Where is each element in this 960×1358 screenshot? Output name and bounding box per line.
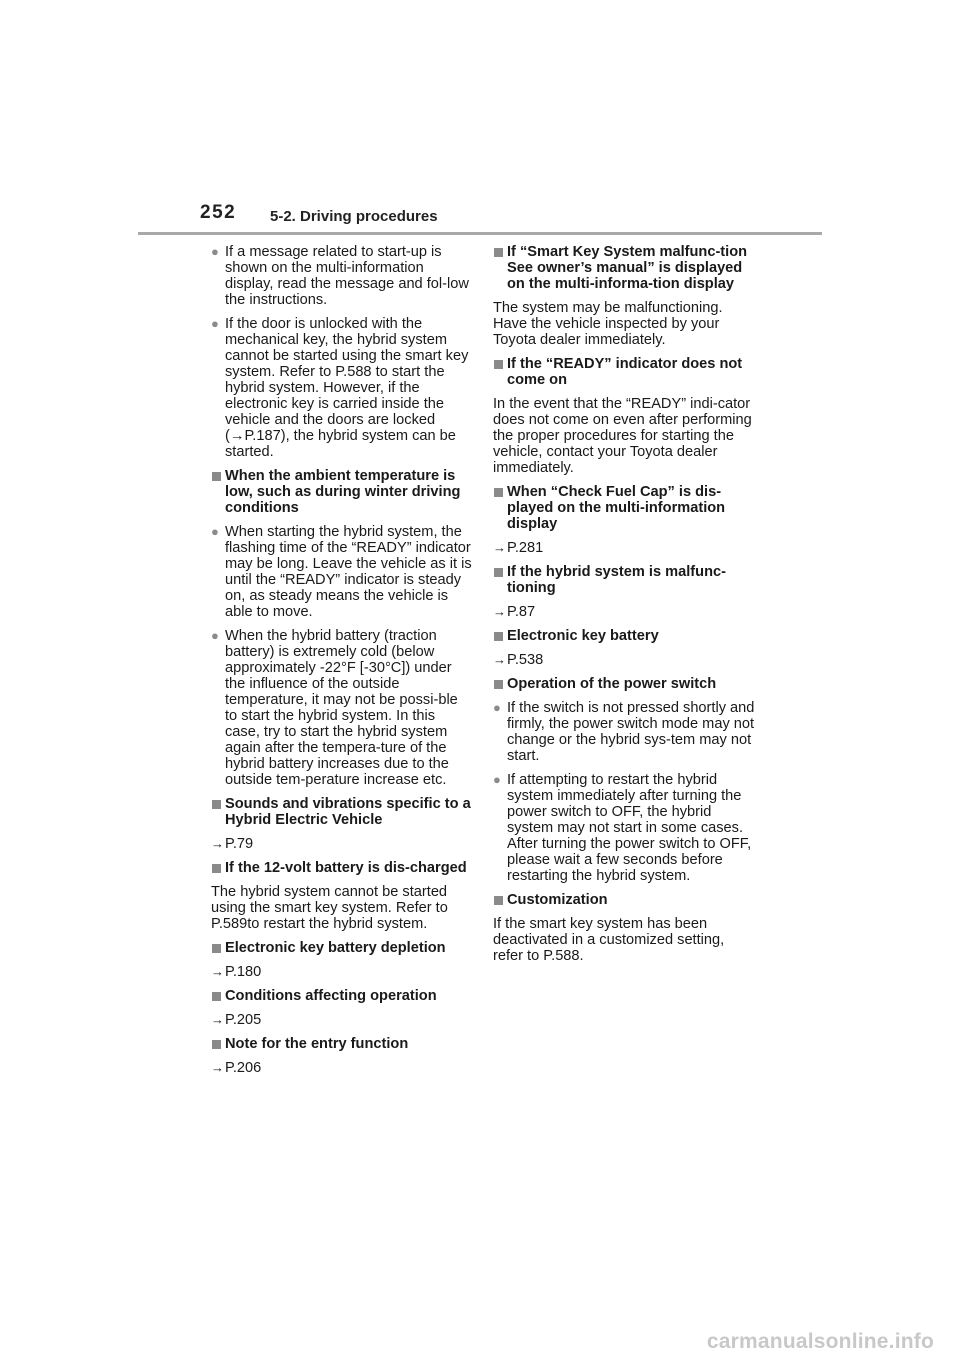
item-text: If the switch is not pressed shortly and firmly, the power switch mode may not change or the hybrid sys-tem may not start.	[507, 700, 755, 764]
item-text: The system may be malfunctioning. Have the vehicle inspected by your Toyota dealer immediately.	[493, 300, 723, 348]
arrow-icon: →	[493, 604, 506, 619]
page-reference	[211, 1012, 473, 1028]
page-number: 252	[200, 202, 237, 223]
subsection-heading	[211, 468, 473, 516]
item-text: P.87	[507, 604, 536, 620]
body-paragraph	[493, 916, 757, 964]
bullet-icon: ●	[211, 244, 219, 259]
item-text: P.180	[225, 964, 262, 980]
page-reference	[211, 964, 473, 980]
body-paragraph	[211, 884, 473, 932]
square-bullet-icon	[212, 992, 221, 1001]
item-text: Electronic key battery depletion	[225, 940, 446, 956]
item-text: The hybrid system cannot be started using the smart key system. Refer to P.589to restart the hybrid system.	[211, 884, 448, 932]
subsection-heading	[211, 940, 473, 956]
body-paragraph	[493, 396, 757, 476]
arrow-icon: →	[211, 836, 224, 851]
subsection-heading	[493, 356, 757, 388]
left-column	[211, 244, 473, 1084]
subsection-heading	[493, 484, 757, 532]
page-reference	[493, 540, 757, 556]
item-text: P.206	[225, 1060, 262, 1076]
subsection-heading	[493, 892, 757, 908]
bullet-icon: ●	[493, 700, 501, 715]
bullet-icon: ●	[211, 628, 219, 643]
square-bullet-icon	[494, 632, 503, 641]
item-text: If a message related to start-up is shown on the multi-information display, read the message and fol-low the instructions.	[225, 244, 469, 308]
item-text: If the 12-volt battery is dis-charged	[225, 860, 467, 876]
subsection-heading	[211, 860, 473, 876]
arrow-icon: →	[211, 1012, 224, 1027]
arrow-icon: →	[211, 964, 224, 979]
item-text: If “Smart Key System malfunc-tion See owner’s manual” is displayed on the multi-informa-tion display	[507, 244, 748, 292]
arrow-icon: →	[211, 1060, 224, 1075]
square-bullet-icon	[494, 360, 503, 369]
item-text: If the door is unlocked with the mechanical key, the hybrid system cannot be started using the smart key system. Refer to P.588 to start the hybrid system. However, if the electronic key is carried inside the vehicle and the doors are locked (→P.187), the hybrid system can be started.	[225, 316, 469, 460]
item-text: If the “READY” indicator does not come on	[507, 356, 743, 388]
square-bullet-icon	[494, 248, 503, 257]
square-bullet-icon	[494, 568, 503, 577]
bullet-item	[493, 772, 757, 884]
item-text: P.79	[225, 836, 254, 852]
bullet-item	[211, 524, 473, 620]
watermark: carmanualsonline.info	[706, 1330, 934, 1353]
item-text: Customization	[507, 892, 608, 908]
page-header	[0, 0, 960, 240]
bullet-item	[211, 316, 473, 460]
bullet-icon: ●	[493, 772, 501, 787]
item-text: When the ambient temperature is low, such as during winter driving conditions	[225, 468, 461, 516]
subsection-heading	[493, 564, 757, 596]
subsection-heading	[211, 796, 473, 828]
square-bullet-icon	[212, 864, 221, 873]
item-text: P.205	[225, 1012, 262, 1028]
header-divider	[138, 232, 822, 235]
item-text: Sounds and vibrations specific to a Hybrid Electric Vehicle	[225, 796, 471, 828]
square-bullet-icon	[494, 488, 503, 497]
page-reference	[211, 1060, 473, 1076]
item-text: Electronic key battery	[507, 628, 659, 644]
bullet-icon: ●	[211, 524, 219, 539]
item-text: Operation of the power switch	[507, 676, 717, 692]
item-text: P.538	[507, 652, 544, 668]
item-text: Conditions affecting operation	[225, 988, 437, 1004]
square-bullet-icon	[212, 1040, 221, 1049]
bullet-item	[493, 700, 757, 764]
subsection-heading	[493, 676, 757, 692]
bullet-icon: ●	[211, 316, 219, 331]
bullet-item	[211, 628, 473, 788]
item-text: Note for the entry function	[225, 1036, 409, 1052]
item-text: When starting the hybrid system, the flashing time of the “READY” indicator may be long. Leave the vehicle as it is until the “READY” indicator is steady on, as steady means the vehicle is able to move.	[225, 524, 472, 620]
item-text: P.281	[507, 540, 544, 556]
arrow-icon: →	[493, 652, 506, 667]
item-text: If the smart key system has been deactivated in a customized setting, refer to P.588.	[493, 916, 725, 964]
square-bullet-icon	[494, 896, 503, 905]
arrow-icon: →	[493, 540, 506, 555]
body-paragraph	[493, 300, 757, 348]
item-text: If the hybrid system is malfunc-tioning	[507, 564, 726, 596]
item-text: When the hybrid battery (traction battery) is extremely cold (below approximately -22°F [-30°C]) under the influence of the outside temperature, it may not be possi-ble to start the hybrid system. In this case, try to start the hybrid system again after the tempera-ture of the hybrid battery increases due to the outside tem-perature increase etc.	[225, 628, 458, 788]
square-bullet-icon	[494, 680, 503, 689]
subsection-heading	[211, 988, 473, 1004]
page-reference	[493, 604, 757, 620]
item-text: In the event that the “READY” indi-cator does not come on even after performing the proper procedures for starting the vehicle, contact your Toyota dealer immediately.	[493, 396, 752, 476]
page-reference	[493, 652, 757, 668]
square-bullet-icon	[212, 944, 221, 953]
square-bullet-icon	[212, 800, 221, 809]
page-reference	[211, 836, 473, 852]
right-column	[493, 244, 757, 972]
item-text: If attempting to restart the hybrid system immediately after turning the power switch to OFF, the hybrid system may not start in some cases. After turning the power switch to OFF, please wait a few seconds before restarting the hybrid system.	[507, 772, 752, 884]
subsection-heading	[211, 1036, 473, 1052]
subsection-heading	[493, 244, 757, 292]
square-bullet-icon	[212, 472, 221, 481]
section-title: 5-2. Driving procedures	[270, 208, 438, 225]
item-text: When “Check Fuel Cap” is dis-played on the multi-information display	[507, 484, 726, 532]
subsection-heading	[493, 628, 757, 644]
bullet-item	[211, 244, 473, 308]
